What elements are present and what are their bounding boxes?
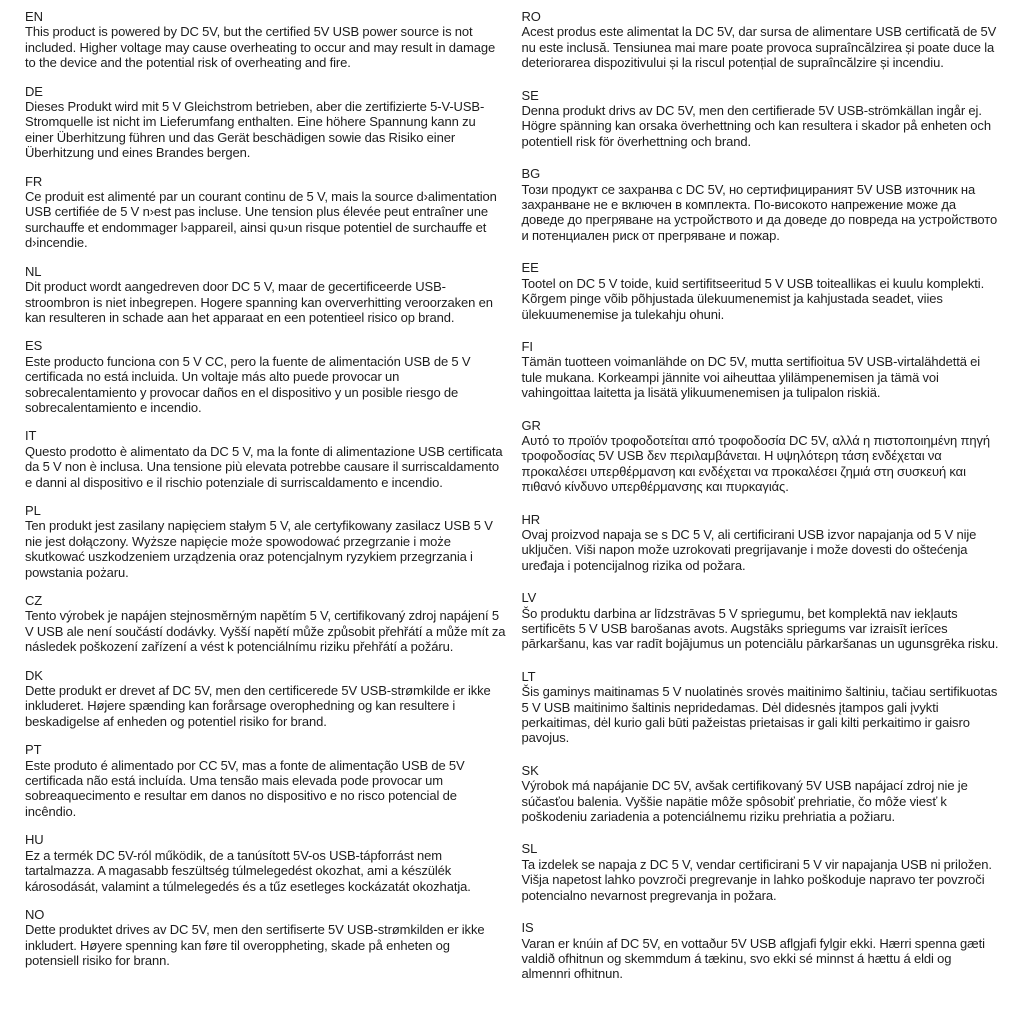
warning-text-dk: Dette produkt er drevet af DC 5V, men den certificerede 5V USB-strømkilde er ikke inkluderet. Højere spænding kan forårsage overophedning og kan resultere i beskadigelse af enheden og potentiel risiko for brand. <box>25 683 491 729</box>
lang-section-fr <box>25 174 506 251</box>
language-code-cz: CZ <box>25 593 43 608</box>
language-code-sk: SK <box>521 762 539 778</box>
warning-text-cz: Tento výrobek je napájen stejnosměrným napětím 5 V, certifikovaný zdroj napájení 5 V USB ale není součástí dodávky. Vyšší napětí může způsobit přehřátí a může mít za následek poškození zařízení a vést k potenciálnímu riziku přehřátí a požáru. <box>25 608 506 655</box>
lang-section-bg <box>522 166 1003 243</box>
lang-section-is <box>522 920 1003 982</box>
lang-section-sk <box>522 763 1003 825</box>
warning-text-hr: Ovaj proizvod napaja se s DC 5 V, ali certificirani USB izvor napajanja od 5 V nije uključen. Viši napon može uzrokovati pregrijavanje i može dovesti do oštećenja uređaja i potencijalnog rizika od požara. <box>521 526 977 573</box>
lang-section-gr <box>522 418 1003 495</box>
warning-text-sk: Výrobok má napájanie DC 5V, avšak certifikovaný 5V USB napájací zdroj nie je súčasťou balenia. Vyššie napätie môže spôsobiť prehriatie, čo môže viesť k poškodeniu zariadenia a potenciálnemu riziku prehriatia a požiaru. <box>521 778 968 825</box>
warning-text-fi: Tämän tuotteen voimanlähde on DC 5V, mutta sertifioitua 5V USB-virtalähdettä ei tule mukana. Korkeampi jännite voi aiheuttaa ylilämpenemisen ja tämä voi vahingoittaa laitetta ja lisätä ylikuumenemisen ja tulipalon riskiä. <box>521 354 981 401</box>
language-code-pl: PL <box>25 502 41 518</box>
language-code-hr: HR <box>521 511 541 527</box>
lang-section-es <box>25 338 506 415</box>
column-right <box>522 9 1003 982</box>
warning-text-ro: Acest produs este alimentat la DC 5V, dar sursa de alimentare USB certificată de 5V nu este inclusă. Tensiunea mai mare poate provoca supraîncălzirea și poate duce la deteriorarea dispozitivului și la riscul potențial de supraîncălzire și incendiu. <box>521 24 997 71</box>
lang-section-dk <box>25 668 506 730</box>
language-code-ro: RO <box>521 9 541 24</box>
warning-text-ee: Tootel on DC 5 V toide, kuid sertifitseeritud 5 V USB toiteallikas ei kuulu komplekti. Kõrgem pinge võib põhjustada ülekuumenemist ja kahjustada seadet, viies ülekuumenemise ja tulekahju ohuni. <box>521 275 985 322</box>
warning-text-es: Este producto funciona con 5 V CC, pero la fuente de alimentación USB de 5 V certificada no está incluida. Un voltaje más alto puede provocar un sobrecalentamiento y provocar daños en el dispositivo y un posible riesgo de sobrecalentamiento e incendio. <box>25 353 471 415</box>
language-code-dk: DK <box>25 667 43 683</box>
language-code-ee: EE <box>521 260 539 276</box>
warning-text-bg: Този продукт се захранва с DC 5V, но сертифицираният 5V USB източник на захранване не е включен в комплекта. По-високото напрежение може да доведе до прегряване на устройството и да доведе до повреда на устройството и потенциален риск от прегряване и пожар. <box>521 181 998 243</box>
lang-section-en <box>25 9 506 71</box>
warning-text-nl: Dit product wordt aangedreven door DC 5 V, maar de gecertificeerde USB-stroombron is niet inbegrepen. Hogere spanning kan oververhitting veroorzaken en kan resulteren in schade aan het apparaat en een potentieel risico op brand. <box>25 279 493 325</box>
lang-section-lt <box>522 669 1003 746</box>
language-code-fr: FR <box>25 173 43 189</box>
warning-text-gr: Αυτό το προϊόν τροφοδοτείται από τροφοδοσία DC 5V, αλλά η πιστοποιημένη πηγή τροφοδοσίας 5V USB δεν περιλαμβάνεται. Η υψηλότερη τάση ενδέχεται να προκαλέσει υπερθέρμανση και ενδέχεται να προκαλέσει ζημιά στη συσκευή και πιθανό κίνδυνο υπερθέρμανσης και πυρκαγιάς. <box>521 432 990 495</box>
language-code-lv: LV <box>521 590 537 606</box>
warning-text-it: Questo prodotto è alimentato da DC 5 V, ma la fonte di alimentazione USB certificata da 5 V non è inclusa. Una tensione più elevata potrebbe causare il surriscaldamento e danni al dispositivo e il rischio potenziale di surriscaldamento e incendio. <box>25 443 503 490</box>
lang-section-de <box>25 84 506 161</box>
language-code-se: SE <box>521 87 539 103</box>
language-code-sl: SL <box>521 841 538 857</box>
language-code-de: DE <box>25 83 43 99</box>
language-code-bg: BG <box>521 166 541 182</box>
language-code-it: IT <box>25 428 37 444</box>
lang-section-hr <box>522 512 1003 574</box>
column-left <box>25 9 506 982</box>
warning-text-lt: Šis gaminys maitinamas 5 V nuolatinės srovės maitinimo šaltiniu, tačiau sertifikuotas 5 V USB maitinimo šaltinis nepridedamas. Dėl didesnės įtampos gali įvykti perkaitimas, dėl kurio gali būti pažeistas prietaisas ir gali kilti perkaitimo ir gaisro pavojus. <box>521 684 998 746</box>
lang-section-no <box>25 907 506 969</box>
lang-section-ee <box>522 260 1003 322</box>
warning-text-hu: Ez a termék DC 5V-ról működik, de a tanúsított 5V-os USB-tápforrást nem tartalmazza. A magasabb feszültség túlmelegedést okozhat, ami a készülék károsodását, valamint a túlmelegedés és a tűz esetleges kockázatát okozhatja. <box>25 847 471 894</box>
language-code-no: NO <box>25 906 45 922</box>
lang-section-it <box>25 428 506 490</box>
lang-section-hu <box>25 832 506 894</box>
lang-section-pt <box>25 742 506 819</box>
warning-text-pl: Ten produkt jest zasilany napięciem stałym 5 V, ale certyfikowany zasilacz USB 5 V nie jest dołączony. Wyższe napięcie może spowodować przegrzanie i może skutkować uszkodzeniem urządzenia oraz potencjalnym ryzykiem przegrzania i powstania pożaru. <box>25 518 493 580</box>
warning-text-en: This product is powered by DC 5V, but the certified 5V USB power source is not included. Higher voltage may cause overheating to occur and may result in damage to the device and the potential risk of overheating and fire. <box>25 24 496 71</box>
lang-section-lv <box>522 590 1003 652</box>
language-code-is: IS <box>521 920 534 936</box>
warning-text-pt: Este produto é alimentado por CC 5V, mas a fonte de alimentação USB de 5V certificada não está incluída. Uma tensão mais elevada pode provocar um sobreaquecimento e resultar em danos no dispositivo e no risco potencial de incêndio. <box>25 757 465 819</box>
warning-text-no: Dette produktet drives av DC 5V, men den sertifiserte 5V USB-strømkilden er ikke inkludert. Høyere spenning kan føre til overoppheting, skade på enheten og potensiell risiko for brann. <box>25 922 485 969</box>
language-code-es: ES <box>25 338 43 354</box>
warning-text-de: Dieses Produkt wird mit 5 V Gleichstrom betrieben, aber die zertifizierte 5-V-USB-Stromquelle ist nicht im Lieferumfang enthalten. Eine höhere Spannung kann zu einer Überhitzung führen und das Gerät beschädigen sowie das Risiko einer Überhitzung und eines Brandes bergen. <box>25 99 485 161</box>
warning-text-fr: Ce produit est alimenté par un courant continu de 5 V, mais la source d›alimentation USB certifiée de 5 V n›est pas incluse. Une tension plus élevée peut entraîner une surchauffe et endommager l›appareil, ainsi qu›un risque potentiel de surchauffe et d›incendie. <box>25 189 497 251</box>
language-code-nl: NL <box>25 263 42 279</box>
language-code-gr: GR <box>521 417 541 433</box>
lang-section-se <box>522 88 1003 150</box>
warning-text-is: Varan er knúin af DC 5V, en vottaður 5V USB aflgjafi fylgir ekki. Hærri spenna gæti valdið ofhitnun og skemmdum á tækinu, svo ekki sé minnst á hættu á eldi og almennri ofhitnun. <box>521 935 985 982</box>
lang-section-nl <box>25 264 506 326</box>
warning-text-lv: Šo produktu darbina ar līdzstrāvas 5 V spriegumu, bet komplektā nav iekļauts sertificēts 5 V USB barošanas avots. Augstāks spriegums var izraisīt ierīces pārkaršanu, kas var radīt bojājumus un potenciālu pārkaršanas un ugunsgrēka risku. <box>521 605 999 652</box>
language-code-hu: HU <box>25 832 44 848</box>
warning-text-sl: Ta izdelek se napaja z DC 5 V, vendar certificirani 5 V vir napajanja USB ni priložen. Višja napetost lahko povzroči pregrevanje in lahko poškoduje napravo ter povzroči potencialno nevarnost pregrevanja in požara. <box>521 856 992 903</box>
language-code-fi: FI <box>521 338 533 354</box>
language-code-lt: LT <box>521 668 536 684</box>
language-code-pt: PT <box>25 742 42 758</box>
warning-text-se: Denna produkt drivs av DC 5V, men den certifierade 5V USB-strömkällan ingår ej. Högre spänning kan orsaka överhettning och kan resultera i skador på enheten och potentiell risk för överhettning och brand. <box>521 103 991 149</box>
lang-section-pl <box>25 503 506 580</box>
lang-section-ro <box>522 9 1003 71</box>
lang-section-sl <box>522 841 1003 903</box>
lang-section-fi <box>522 339 1003 401</box>
language-code-en: EN <box>25 9 43 24</box>
lang-section-cz <box>25 593 506 655</box>
